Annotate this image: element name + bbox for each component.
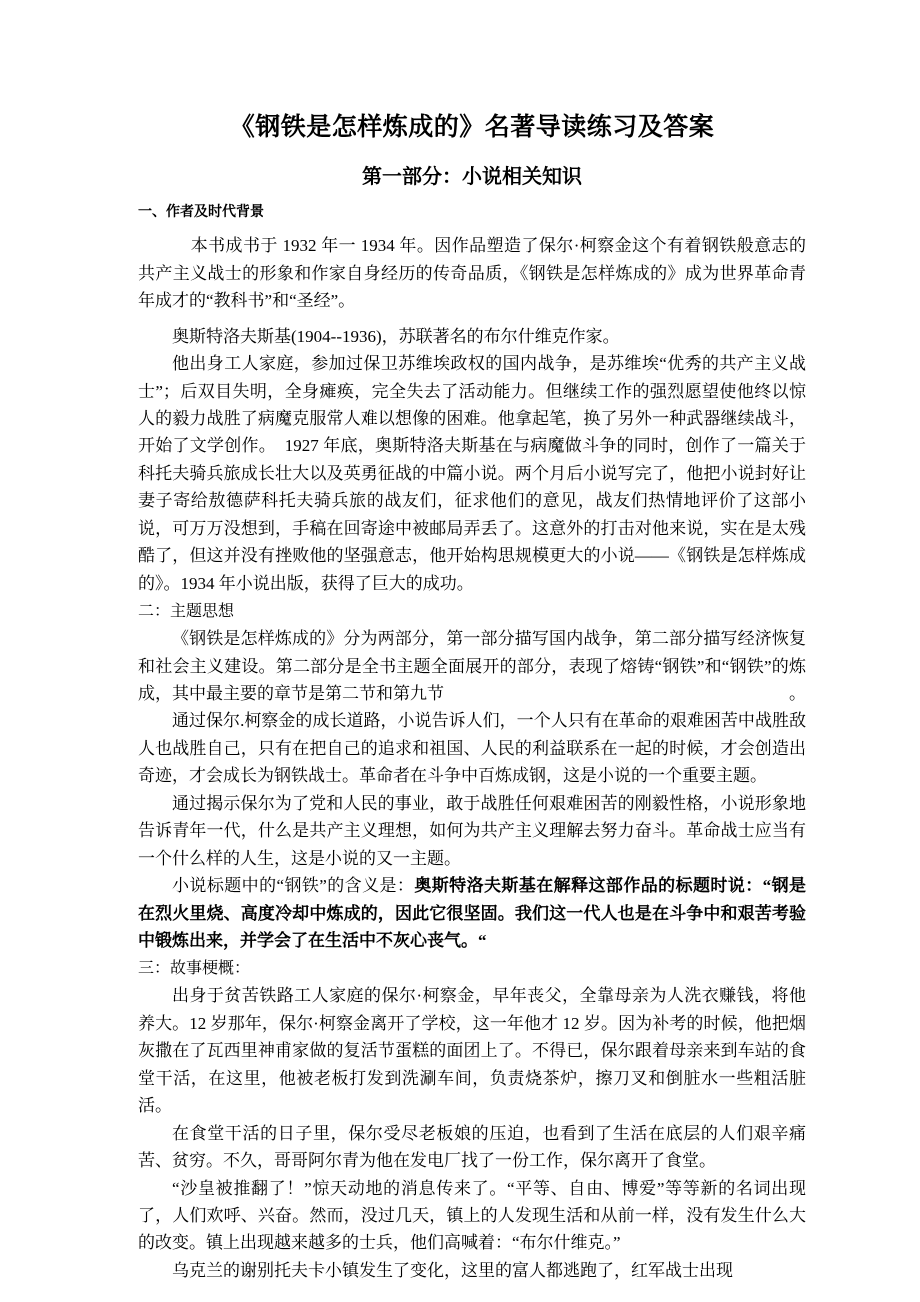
trailing-period-mark: 。 (789, 683, 806, 703)
paragraph-theme-structure (138, 625, 806, 707)
paragraph-book-origin: 本书成书于 1932 年一 1934 年。因作品塑造了保尔·柯察金这个有着钢铁般意志的共产主义战士的形象和作家自身经历的传奇品质，《钢铁是怎样炼成的》成为世界革命青年成才的“教科书”和“圣经”。 (138, 236, 806, 311)
paragraph-theme-structure-text: 《钢铁是怎样炼成的》分为两部分，第一部分描写国内战争，第二部分描写经济恢复和社会主义建设。第二部分是全书主题全面展开的部分，表现了熔铸“钢铁”和“钢铁”的炼成，其中最主要的章节是第二节和第九节 (138, 629, 806, 703)
document-subtitle: 第一部分：小说相关知识 (362, 166, 582, 189)
paragraph-author-life: 他出身工人家庭，参加过保卫苏维埃政权的国内战争，是苏维埃“优秀的共产主义战士”；后双目失明，全身瘫痪，完全失去了活动能力。但继续工作的强烈愿望使他终以惊人的毅力战胜了病魔克服常人难以想像的困难。他拿起笔，换了另外一种武器继续战斗，开始了文学创作。 1927 年底，奥斯特洛夫斯基在与病魔做斗争的同时，创作了一篇关于科托夫骑兵旅成长壮大以及英勇征战的中篇小说。两个月后小说写完了，他把小说封好让妻子寄给敖德萨科托夫骑兵旅的战友们，征求他们的意见，战友们热情地评价了这部小说，可万万没想到，手稿在回寄途中被邮局弄丢了。这意外的打击对他来说，实在是太残酷了，但这并没有挫败他的坚强意志，他开始构思规模更大的小说——《钢铁是怎样炼成的》。1934 年小说出版，获得了巨大的成功。 (138, 354, 806, 593)
paragraph-synopsis-revolution: “沙皇被推翻了！”惊天动地的消息传来了。“平等、自由、博爱”等等新的名词出现了，人们欢呼、兴奋。然而，没过几天，镇上的人发现生活和从前一样，没有发生什么大的改变。镇上出现越来越多的士兵，他们高喊着：“布尔什维克。” (138, 1178, 806, 1253)
document-content (138, 0, 806, 1284)
paragraph-author-dates: 奥斯特洛夫斯基(1904--1936)，苏联著名的布尔什维克作家。 (172, 326, 620, 346)
paragraph-synopsis-childhood: 出身于贫苦铁路工人家庭的保尔·柯察金，早年丧父，全靠母亲为人洗衣赚钱，将他养大。12 岁那年，保尔·柯察金离开了学校，这一年他才 12 岁。因为补考的时候，他把烟灰撒在了瓦西里神甫家做的复活节蛋糕的面团上了。不得已，保尔跟着母亲来到车站的食堂干活，在这里，他被老板打发到洗涮车间，负责烧茶炉，擦刀叉和倒脏水一些粗活脏活。 (138, 986, 806, 1116)
section-heading-author-background: 一、作者及时代背景 (138, 205, 264, 221)
paragraph-theme-ideal: 通过揭示保尔为了党和人民的事业，敢于战胜任何艰难困苦的刚毅性格，小说形象地告诉青年一代，什么是共产主义理想，如何为共产主义理解去努力奋斗。革命战士应当有一个什么样的人生，这是小说的又一主题。 (138, 793, 806, 868)
section-heading-theme: 二：主题思想 (138, 603, 235, 621)
paragraph-title-meaning (138, 872, 806, 954)
title-meaning-prefix: 小说标题中的“钢铁”的含义是： (172, 876, 415, 896)
section-heading-synopsis: 三：故事梗概： (138, 960, 251, 978)
paragraph-synopsis-shepetovka: 乌克兰的谢别托夫卡小镇发生了变化，这里的富人都逃跑了，红军战士出现 (172, 1260, 733, 1280)
paragraph-synopsis-canteen: 在食堂干活的日子里，保尔受尽老板娘的压迫，也看到了生活在底层的人们艰辛痛苦、贫穷。不久，哥哥阿尔青为他在发电厂找了一份工作，保尔离开了食堂。 (138, 1123, 806, 1171)
title-meaning-quote: 奥斯特洛夫斯基在解释这部作品的标题时说：“钢是在烈火里烧、高度冷却中炼成的，因此它很坚固。我们这一代人也是在斗争中和艰苦考验中锻炼出来，并学会了在生活中不灰心丧气。“ (138, 876, 807, 951)
paragraph-theme-growth: 通过保尔.柯察金的成长道路，小说告诉人们，一个人只有在革命的艰难困苦中战胜敌人也战胜自己，只有在把自己的追求和祖国、人民的利益联系在一起的时候，才会创造出奇迹，才会成长为钢铁战士。革命者在斗争中百炼成钢，这是小说的一个重要主题。 (138, 711, 806, 786)
page-title: 《钢铁是怎样炼成的》名著导读练习及答案 (229, 114, 715, 141)
